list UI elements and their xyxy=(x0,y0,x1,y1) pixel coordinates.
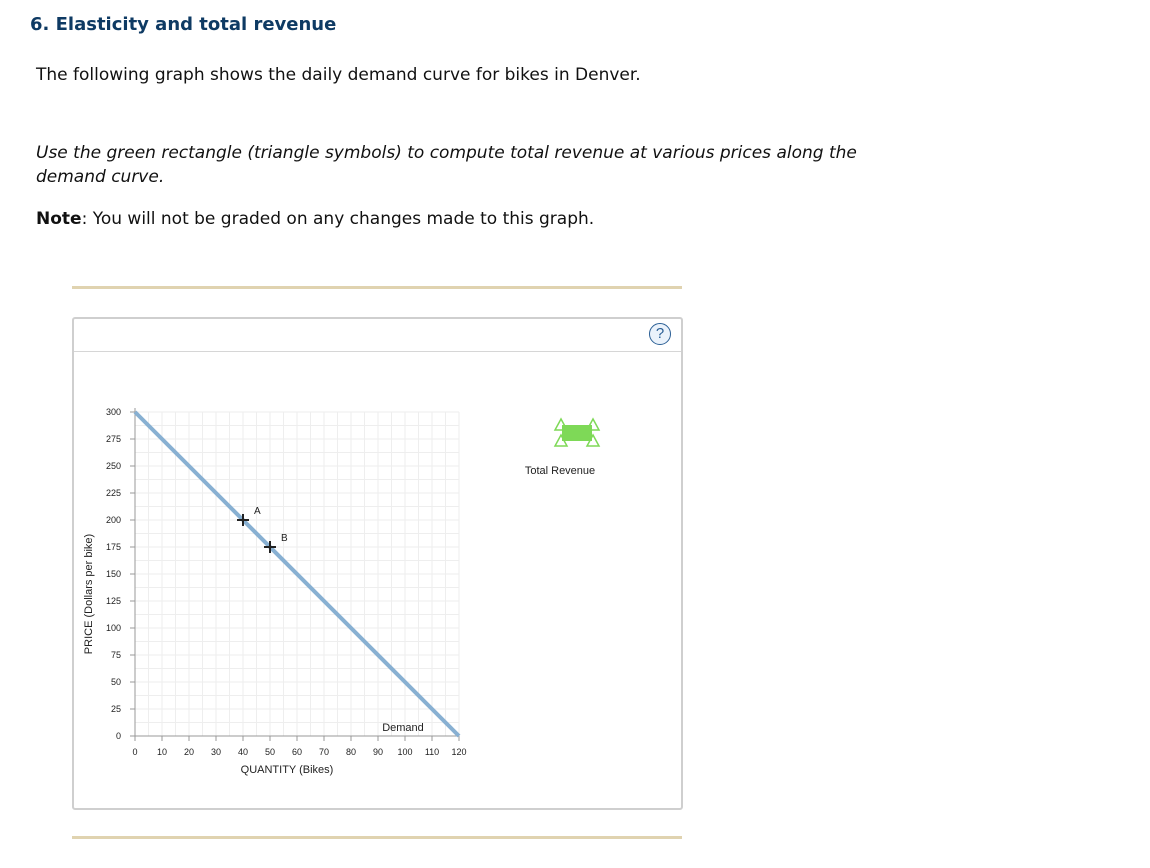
x-tick-label: 60 xyxy=(291,747,303,757)
demand-curve-label: Demand xyxy=(382,722,424,734)
point-label: A xyxy=(254,506,261,517)
demand-graph xyxy=(74,319,681,808)
y-tick-label: 100 xyxy=(105,623,121,633)
y-tick-label: 300 xyxy=(105,407,121,417)
graph-panel xyxy=(72,317,683,810)
total-revenue-label: Total Revenue xyxy=(524,465,596,477)
y-tick-label: 250 xyxy=(105,461,121,471)
x-tick-label: 100 xyxy=(397,747,413,757)
point-label: B xyxy=(281,533,288,544)
points-layer xyxy=(237,506,288,553)
note-text xyxy=(36,207,594,231)
divider-bottom xyxy=(72,836,682,839)
intro-text: The following graph shows the daily demand curve for bikes in Denver. xyxy=(36,65,641,85)
x-tick-label: 50 xyxy=(264,747,276,757)
y-tick-label: 25 xyxy=(110,704,121,714)
page-title: 6. Elasticity and total revenue xyxy=(30,14,337,35)
y-tick-label: 0 xyxy=(115,731,121,741)
y-tick-label: 175 xyxy=(105,542,121,552)
x-tick-label: 80 xyxy=(345,747,357,757)
x-tick-label: 70 xyxy=(318,747,330,757)
x-tick-label: 120 xyxy=(451,747,467,757)
total-revenue-rectangle-icon[interactable] xyxy=(562,425,592,441)
x-tick-label: 20 xyxy=(183,747,195,757)
x-tick-label: 0 xyxy=(132,747,138,757)
y-tick-label: 125 xyxy=(105,596,121,606)
y-tick-label: 50 xyxy=(110,677,121,687)
note-body: : You will not be graded on any changes made to this graph. xyxy=(81,209,595,229)
x-tick-label: 30 xyxy=(210,747,222,757)
instruction-text: Use the green rectangle (triangle symbols) to compute total revenue at various prices along the demand curve. xyxy=(36,143,857,187)
x-tick-label: 110 xyxy=(424,747,440,757)
y-tick-label: 225 xyxy=(105,488,121,498)
axes xyxy=(83,407,467,776)
tool-palette[interactable] xyxy=(525,419,599,477)
x-axis-title: QUANTITY (Bikes) xyxy=(240,764,334,776)
y-tick-label: 150 xyxy=(105,569,121,579)
y-tick-label: 200 xyxy=(105,515,121,525)
x-tick-label: 10 xyxy=(156,747,168,757)
divider-top xyxy=(72,286,682,289)
y-tick-label: 275 xyxy=(105,434,121,444)
x-tick-label: 40 xyxy=(237,747,249,757)
x-tick-label: 90 xyxy=(372,747,384,757)
y-tick-label: 75 xyxy=(110,650,121,660)
y-axis-title: PRICE (Dollars per bike) xyxy=(83,533,95,655)
note-label: Note xyxy=(36,209,82,229)
help-icon[interactable]: ? xyxy=(649,323,671,345)
